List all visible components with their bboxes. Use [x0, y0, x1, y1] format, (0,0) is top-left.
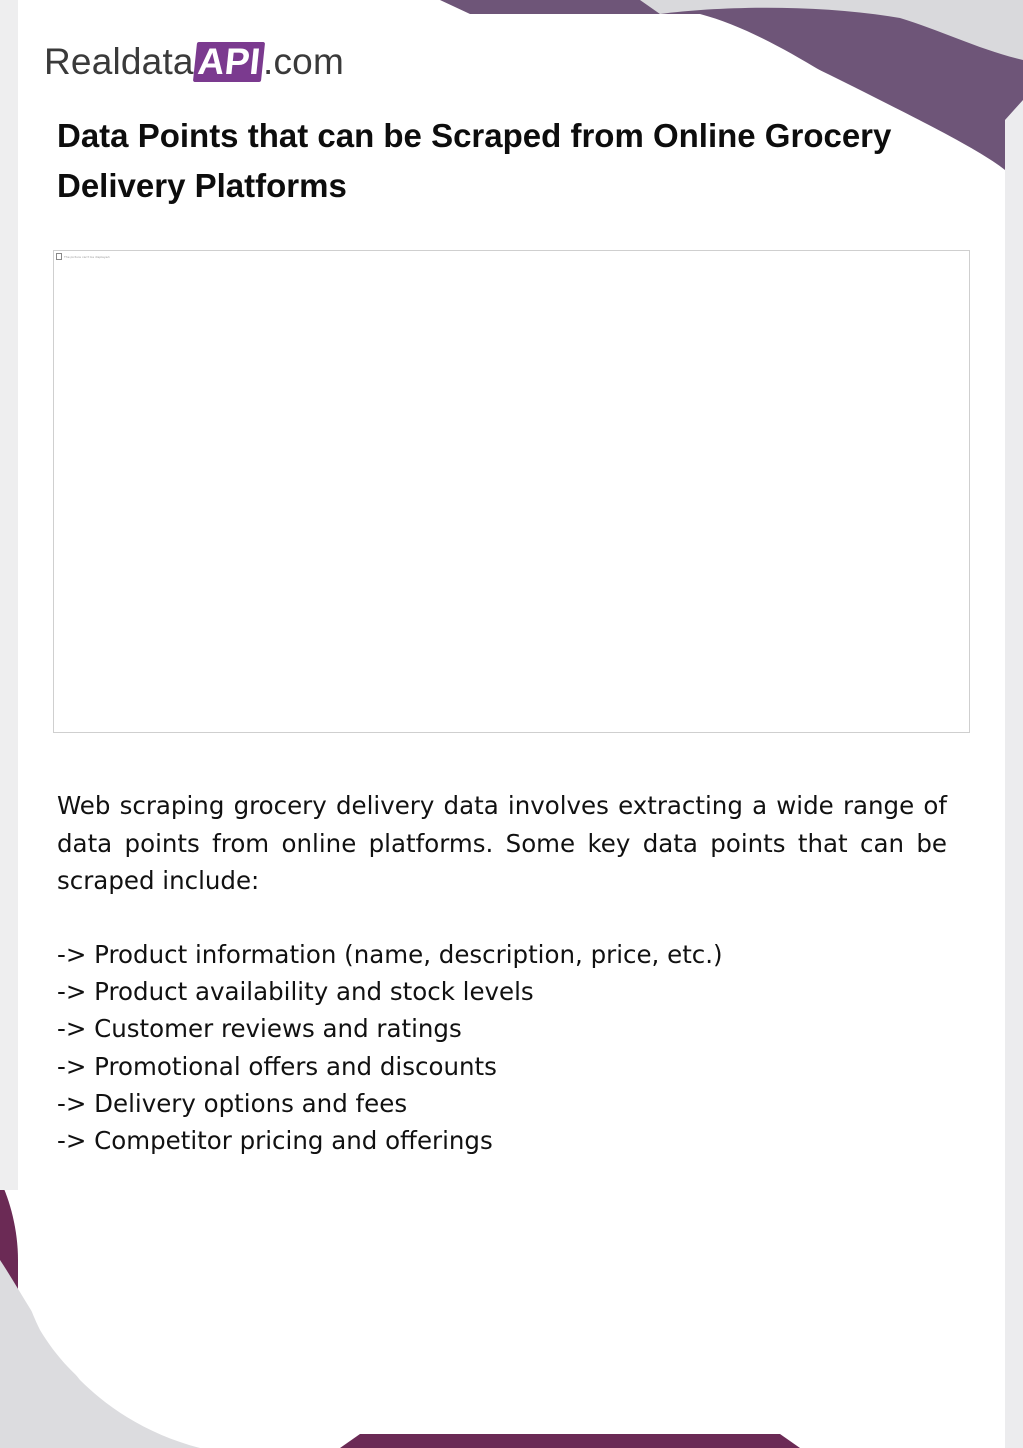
bottom-accent-band	[340, 1434, 800, 1448]
logo-prefix: Realdata	[44, 41, 194, 82]
page-title: Data Points that can be Scraped from Online Grocery Delivery Platforms	[57, 117, 892, 204]
list-item: -> Customer reviews and ratings	[57, 1014, 462, 1044]
intro-paragraph: Web scraping grocery delivery data involves extracting a wide range of data points from online platforms. Some key data points that can be scraped include:	[57, 791, 947, 895]
left-edge-shape	[0, 0, 18, 1190]
data-points-list	[57, 936, 957, 1159]
list-item: -> Product information (name, description, price, etc.)	[57, 940, 723, 969]
list-item: -> Delivery options and fees	[57, 1088, 408, 1118]
list-item: -> Promotional offers and discounts	[57, 1051, 497, 1081]
logo-suffix: .com	[263, 41, 344, 82]
image-alt-text: The picture can't be displayed.	[64, 254, 111, 259]
brand-logo	[44, 34, 344, 90]
broken-image-icon	[56, 253, 62, 260]
broken-image-indicator	[56, 253, 110, 260]
logo-api-badge: API	[193, 42, 265, 82]
image-placeholder	[53, 250, 970, 733]
list-item: -> Product availability and stock levels	[57, 977, 534, 1007]
list-item: -> Competitor pricing and offerings	[57, 1126, 493, 1156]
right-edge-shape	[1005, 100, 1023, 1448]
